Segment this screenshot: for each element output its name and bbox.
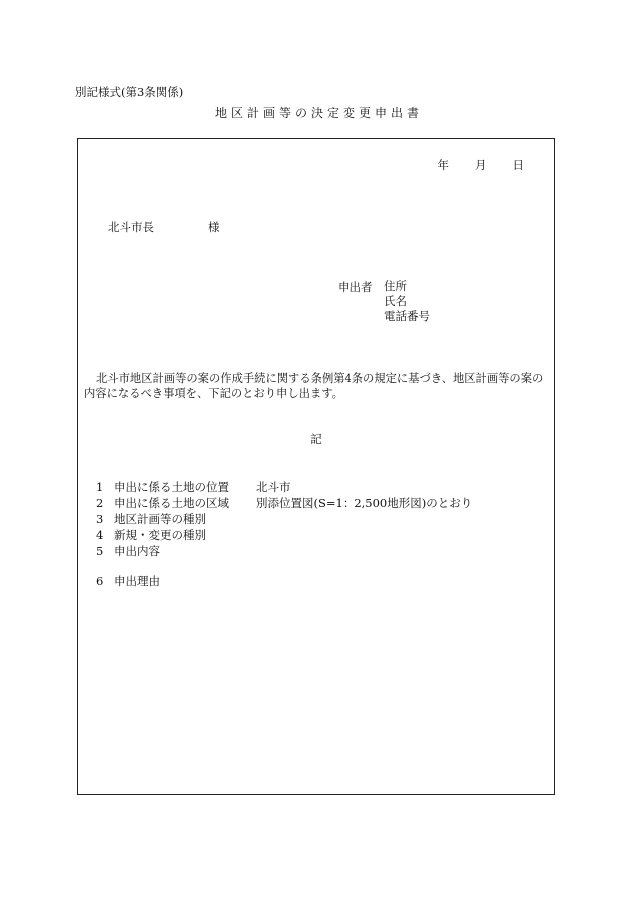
- item-number: 3: [96, 512, 104, 526]
- date-line: [438, 157, 525, 173]
- item-label: 新規・変更の種別: [114, 528, 206, 542]
- item-number: 6: [96, 574, 104, 588]
- item-list: [96, 479, 472, 589]
- date-day-label: 日: [512, 158, 524, 172]
- item-number: 1: [96, 480, 104, 494]
- document-title: 地区計画等の決定変更申出書: [214, 106, 423, 120]
- list-item: [96, 573, 472, 589]
- item-number: 5: [96, 544, 104, 558]
- item-value: 別添位置図(S=1：2,500地形図)のとおり: [256, 496, 473, 510]
- list-item: [96, 479, 472, 495]
- item-value: 北斗市: [256, 480, 291, 494]
- item-label: 申出理由: [114, 574, 160, 588]
- item-label: 地区計画等の種別: [114, 512, 206, 526]
- date-year-label: 年: [437, 158, 449, 172]
- ki-heading: 記: [310, 432, 322, 446]
- date-month-label: 月: [475, 158, 487, 172]
- applicant-fields: [384, 279, 430, 324]
- applicant-address-label: 住所: [384, 279, 407, 293]
- form-label: 別記様式(第3条関係): [75, 85, 184, 99]
- body-text: 北斗市地区計画等の案の作成手続に関する条例第4条の規定に基づき、地区計画等の案の内容になるべき事項を、下記のとおり申し出ます。: [84, 372, 544, 400]
- item-label: 申出内容: [114, 544, 160, 558]
- applicant-phone-label: 電話番号: [384, 309, 430, 323]
- item-number: 2: [96, 496, 104, 510]
- item-label: 申出に係る土地の区域: [114, 496, 229, 510]
- applicant-name-label: 氏名: [384, 294, 407, 308]
- list-item: [96, 511, 472, 527]
- list-item: [96, 495, 472, 511]
- addressee-name: 北斗市長: [108, 220, 154, 234]
- list-item: [96, 543, 472, 559]
- item-number: 4: [96, 528, 104, 542]
- addressee: [108, 219, 220, 235]
- addressee-honorific: 様: [208, 220, 220, 234]
- applicant-role: 申出者: [338, 280, 373, 294]
- item-label: 申出に係る土地の位置: [114, 480, 229, 494]
- list-item: [96, 527, 472, 543]
- form-frame: [77, 138, 555, 795]
